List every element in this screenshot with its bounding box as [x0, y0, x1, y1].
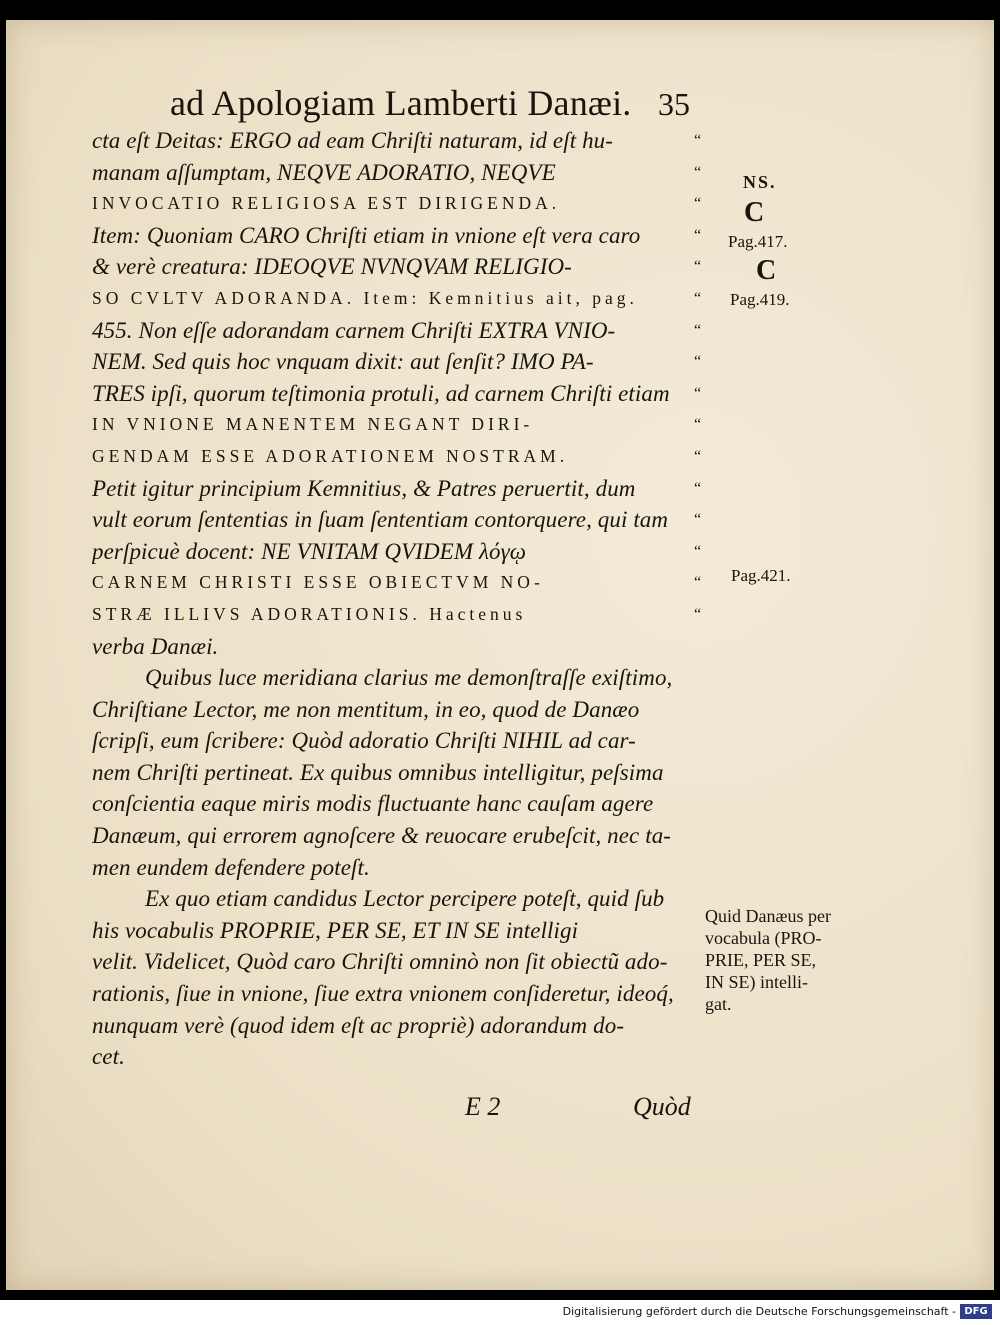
- text-line: perſpicuè docent: NE VNITAM QVIDEM λόγῳ: [92, 538, 527, 564]
- side-note: [705, 905, 865, 1015]
- quote-mark: “: [694, 353, 702, 371]
- margin-c-mark-1: C: [744, 197, 765, 228]
- signature-mark: E 2: [465, 1092, 501, 1121]
- text-line: his vocabulis PROPRIE, PER SE, ET IN SE intelligi: [92, 917, 579, 943]
- text-line: 455. Non eſſe adorandam carnem Chriſti EXTRA VNIO-: [92, 317, 616, 343]
- quote-mark: “: [694, 163, 702, 181]
- margin-page-ref-3: Pag.421.: [731, 566, 791, 585]
- text-line: men eundem defendere poteſt.: [92, 854, 370, 880]
- body-text: [92, 125, 692, 1073]
- text-line: verba Danæi.: [92, 633, 219, 659]
- page-number: 35: [658, 86, 690, 122]
- quote-marks-column: [694, 125, 714, 631]
- quote-mark: “: [694, 416, 702, 434]
- side-note-line: PRIE, PER SE,: [705, 950, 817, 970]
- side-note-line: gat.: [705, 994, 732, 1014]
- side-note-line: IN SE) intelli-: [705, 972, 808, 992]
- text-line: Ex quo etiam candidus Lector percipere poteſt, quid ſub: [145, 886, 665, 912]
- text-line: IN VNIONE MANENTEM NEGANT DIRI-: [92, 414, 534, 435]
- margin-page-ref-2: Pag.419.: [730, 290, 790, 309]
- quote-mark: “: [694, 574, 702, 592]
- text-line: rationis, ſiue in vnione, ſiue extra vnionem conſideretur, ideoq́,: [92, 981, 674, 1007]
- margin-note-ns: NS.: [743, 172, 777, 192]
- text-line: CARNEM CHRISTI ESSE OBIECTVM NO-: [92, 572, 544, 593]
- text-line: INVOCATIO RELIGIOSA EST DIRIGENDA.: [92, 193, 561, 214]
- text-line: NEM. Sed quis hoc vnquam dixit: aut ſenſit? IMO PA-: [92, 349, 594, 375]
- text-line: Danæum, qui errorem agnoſcere & reuocare erubeſcit, nec ta-: [92, 823, 672, 849]
- text-line: TRES ipſi, quorum teſtimonia protuli, ad carnem Chriſti etiam: [92, 380, 670, 406]
- quote-mark: “: [694, 384, 702, 402]
- text-line: nem Chriſti pertineat. Ex quibus omnibus intelligitur, peſsima: [92, 759, 664, 785]
- text-line: GENDAM ESSE ADORATIONEM NOSTRAM.: [92, 445, 569, 466]
- side-note-line: vocabula (PRO-: [705, 928, 822, 948]
- text-line: STRÆ ILLIVS ADORATIONIS. Hactenus: [92, 603, 527, 624]
- text-line: & verè creatura: IDEOQVE NVNQVAM RELIGIO-: [92, 254, 572, 280]
- quote-mark: “: [694, 226, 702, 244]
- text-line: cta eſt Deitas: ERGO ad eam Chriſti naturam, id eſt hu-: [92, 128, 614, 153]
- quote-mark: “: [694, 132, 702, 149]
- text-line: velit. Videlicet, Quòd caro Chriſti omninò non ſit obiectũ ado-: [92, 949, 668, 975]
- dfg-logo[interactable]: DFG: [960, 1304, 992, 1319]
- text-line: manam aſſumptam, NEQVE ADORATIO, NEQVE: [92, 159, 556, 185]
- catchword: Quòd: [633, 1092, 691, 1121]
- quote-mark: “: [694, 511, 702, 529]
- quote-mark: “: [694, 321, 702, 339]
- text-line: vult eorum ſententias in ſuam ſententiam contorquere, qui tam: [92, 507, 669, 533]
- text-line: Petit igitur principium Kemnitius, & Patres peruertit, dum: [92, 475, 636, 501]
- quote-mark: “: [694, 542, 702, 560]
- text-line: Item: Quoniam CARO Chriſti etiam in vnione eſt vera caro: [92, 222, 641, 248]
- quote-mark: “: [694, 258, 702, 276]
- text-line: nunquam verè (quod idem eſt ac propriè) adorandum do-: [92, 1012, 625, 1038]
- text-line: conſcientia eaque miris modis fluctuante hanc cauſam agere: [92, 791, 654, 817]
- credit-bar: [0, 1300, 1000, 1325]
- margin-page-ref-1: Pag.417.: [728, 232, 788, 251]
- text-line: Quibus luce meridiana clarius me demonſtraſſe exiſtimo,: [145, 665, 673, 691]
- text-line: SO CVLTV ADORANDA. Item: Kemnitius ait, pag.: [92, 287, 638, 308]
- quote-mark: “: [694, 605, 702, 623]
- quote-mark: “: [694, 195, 702, 213]
- text-line: ſcripſi, eum ſcribere: Quòd adoratio Chriſti NIHIL ad car-: [92, 728, 636, 754]
- text-line: cet.: [92, 1044, 125, 1070]
- running-head: ad Apologiam Lamberti Danæi.: [170, 83, 632, 123]
- side-note-line: Quid Danæus per: [705, 906, 831, 926]
- text-line: Chriſtiane Lector, me non mentitum, in eo, quod de Danæo: [92, 696, 640, 722]
- quote-mark: “: [694, 289, 702, 307]
- credit-text: Digitalisierung gefördert durch die Deutsche Forschungsgemeinschaft -: [562, 1305, 956, 1318]
- quote-mark: “: [694, 479, 702, 497]
- margin-c-mark-2: C: [756, 255, 777, 286]
- quote-mark: “: [694, 447, 702, 465]
